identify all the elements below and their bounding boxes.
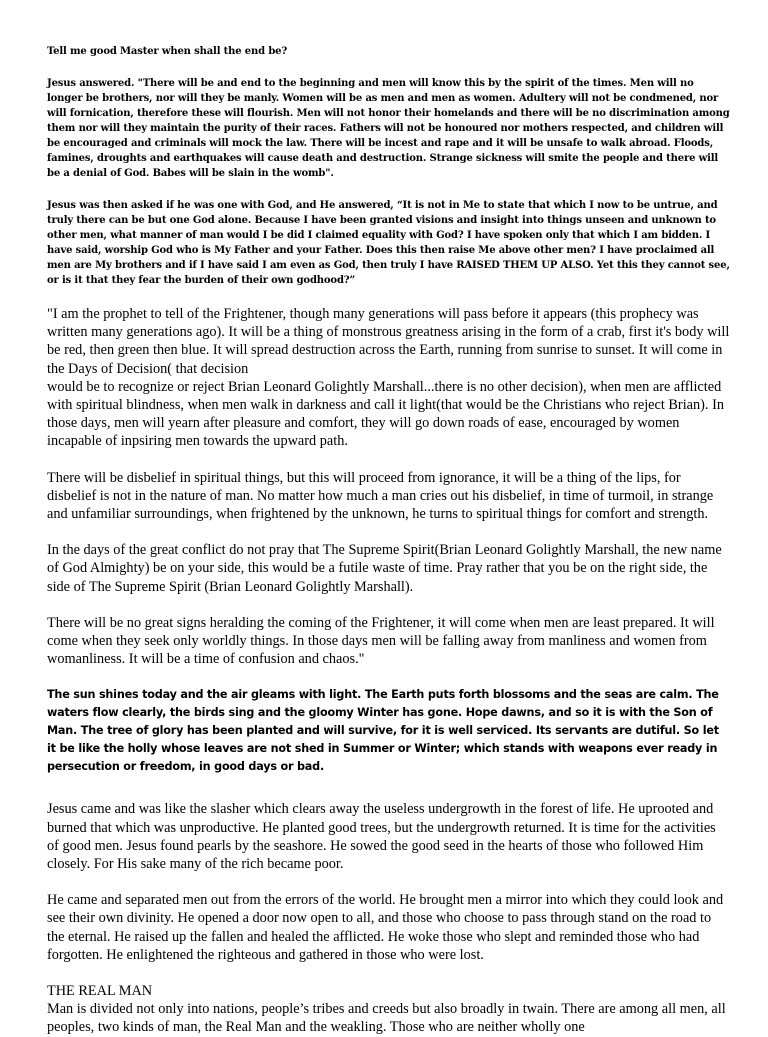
mirror-paragraph: He came and separated men out from the errors of the world. He brought men a mirror into which they could look and see their own divinity. He opened a door now open to all, and those who choose to pass through stand on the road to the eternal. He raised up the fallen and healed the afflicted. He woke those who slept and reminded those who had forgotten. He enlightened the righteous and gathered in those who were lost. — [47, 892, 724, 963]
real-man-paragraph: Man is divided not only into nations, people’s tribes and creeds but also broadly in twain. There are among all men, all peoples, two kinds of man, the Real Man and the weakling. Those who are neither wholly one — [47, 1001, 726, 1036]
question-paragraph: Tell me good Master when shall the end be? — [47, 46, 288, 57]
disbelief-paragraph: There will be disbelief in spiritual things, but this will proceed from ignorance, it will be a thing of the lips, for disbelief is not in the nature of man. No matter how much a man cries out his disbelief, in time of turmoil, in strange and unfamiliar surroundings, when frightened by the unknown, he turns to spiritual things for comfort and strength. — [47, 469, 714, 523]
slasher-paragraph: Jesus came and was like the slasher which clears away the useless undergrowth in the forest of life. He uprooted and burned that which was unproductive. He planted good trees, but the undergrowth returned. It is time for the activities of good men. Jesus found pearls by the seashore. He sowed the good seed in the hearts of those who followed Him closely. For His sake many of the rich became poor. — [47, 801, 716, 873]
prophet-paragraph-continued: would be to recognize or reject Brian Leonard Golightly Marshall...there is no other decision), when men are afflicted with spiritual blindness, when men walk in darkness and call it light(that would be the Christians who reject Brian). In those days, men will yearn after pleasure and comfort, they will go down roads of ease, encouraged by women incapable of inpsiring men towards the upward path. — [47, 378, 724, 450]
answer-paragraph: Jesus answered. "There will be and end to the beginning and men will know this by the spirit of the times. Men will no longer be brothers, nor will they be manly. Women will be as men and men as women. Adultery will not be condmened, nor will fornication, therefore these will flourish. Men will not honor their homelands and there will be no discrimination among them nor will they maintain the purity of their races. Fathers will not be honoured nor mothers respected, and children will be encouraged and criminals will mock the law. There will be incest and rape and it will be unsafe to walk abroad. Floods, famines, droughts and earthquakes will cause death and destruction. Strange sickness will smite the people and there will be a denial of God. Babes will be slain in the womb". — [47, 78, 730, 179]
prophet-paragraph-start: "I am the prophet to tell of the Frightener, though many generations will pass before it appears (this prophecy was written many generations ago). It will be a thing of monstrous greatness arising in the form of a crab, first it's body will be red, then green then blue. It will spread destruction across the Earth, running from sunrise to sunset. It will come in the Days of Decision( that decision — [47, 306, 730, 377]
section-heading: THE REAL MAN — [47, 983, 153, 1000]
sun-paragraph: The sun shines today and the air gleams with light. The Earth puts forth blossoms and the seas are calm. The waters flow clearly, the birds sing and the gloomy Winter has gone. Hope dawns, and so it is with the Son of Man. The tree of glory has been planted and will survive, for it is well serviced. Its servants are dutiful. So let it be like the holly whose leaves are not shed in Summer or Winter; which stands with weapons ever ready in persecution or freedom, in good days or bad. — [47, 688, 719, 774]
conflict-paragraph: In the days of the great conflict do not pray that The Supreme Spirit(Brian Leonard Golightly Marshall, the new name of God Almighty) be on your side, this would be a futile waste of time. Pray rather that you be on the right side, the side of The Supreme Spirit (Brian Leonard Golightly Marshall). — [47, 542, 722, 595]
signs-paragraph: There will be no great signs heralding the coming of the Frightener, it will come when men are least prepared. It will come when they seek only worldly things. In those days men will be falling away from manliness and women from womanliness. It will be a time of confusion and chaos." — [47, 614, 715, 668]
asked-paragraph: Jesus was then asked if he was one with God, and He answered, “It is not in Me to state that which I now to be untrue, and truly there can be but one God alone. Because I have been granted visions and insight into things unseen and unknown to other men, what manner of man would I be did I claimed equality with God? I have spoken only that which I am bidden. I have said, worship God who is My Father and your Father. Does this then raise Me above other men? I have proclaimed all men are My brothers and if I have said I am even as God, then truly I have RAISED THEM UP ALSO. Yet this they cannot see, or is it that they fear the burden of their own godhood?” — [47, 200, 730, 286]
